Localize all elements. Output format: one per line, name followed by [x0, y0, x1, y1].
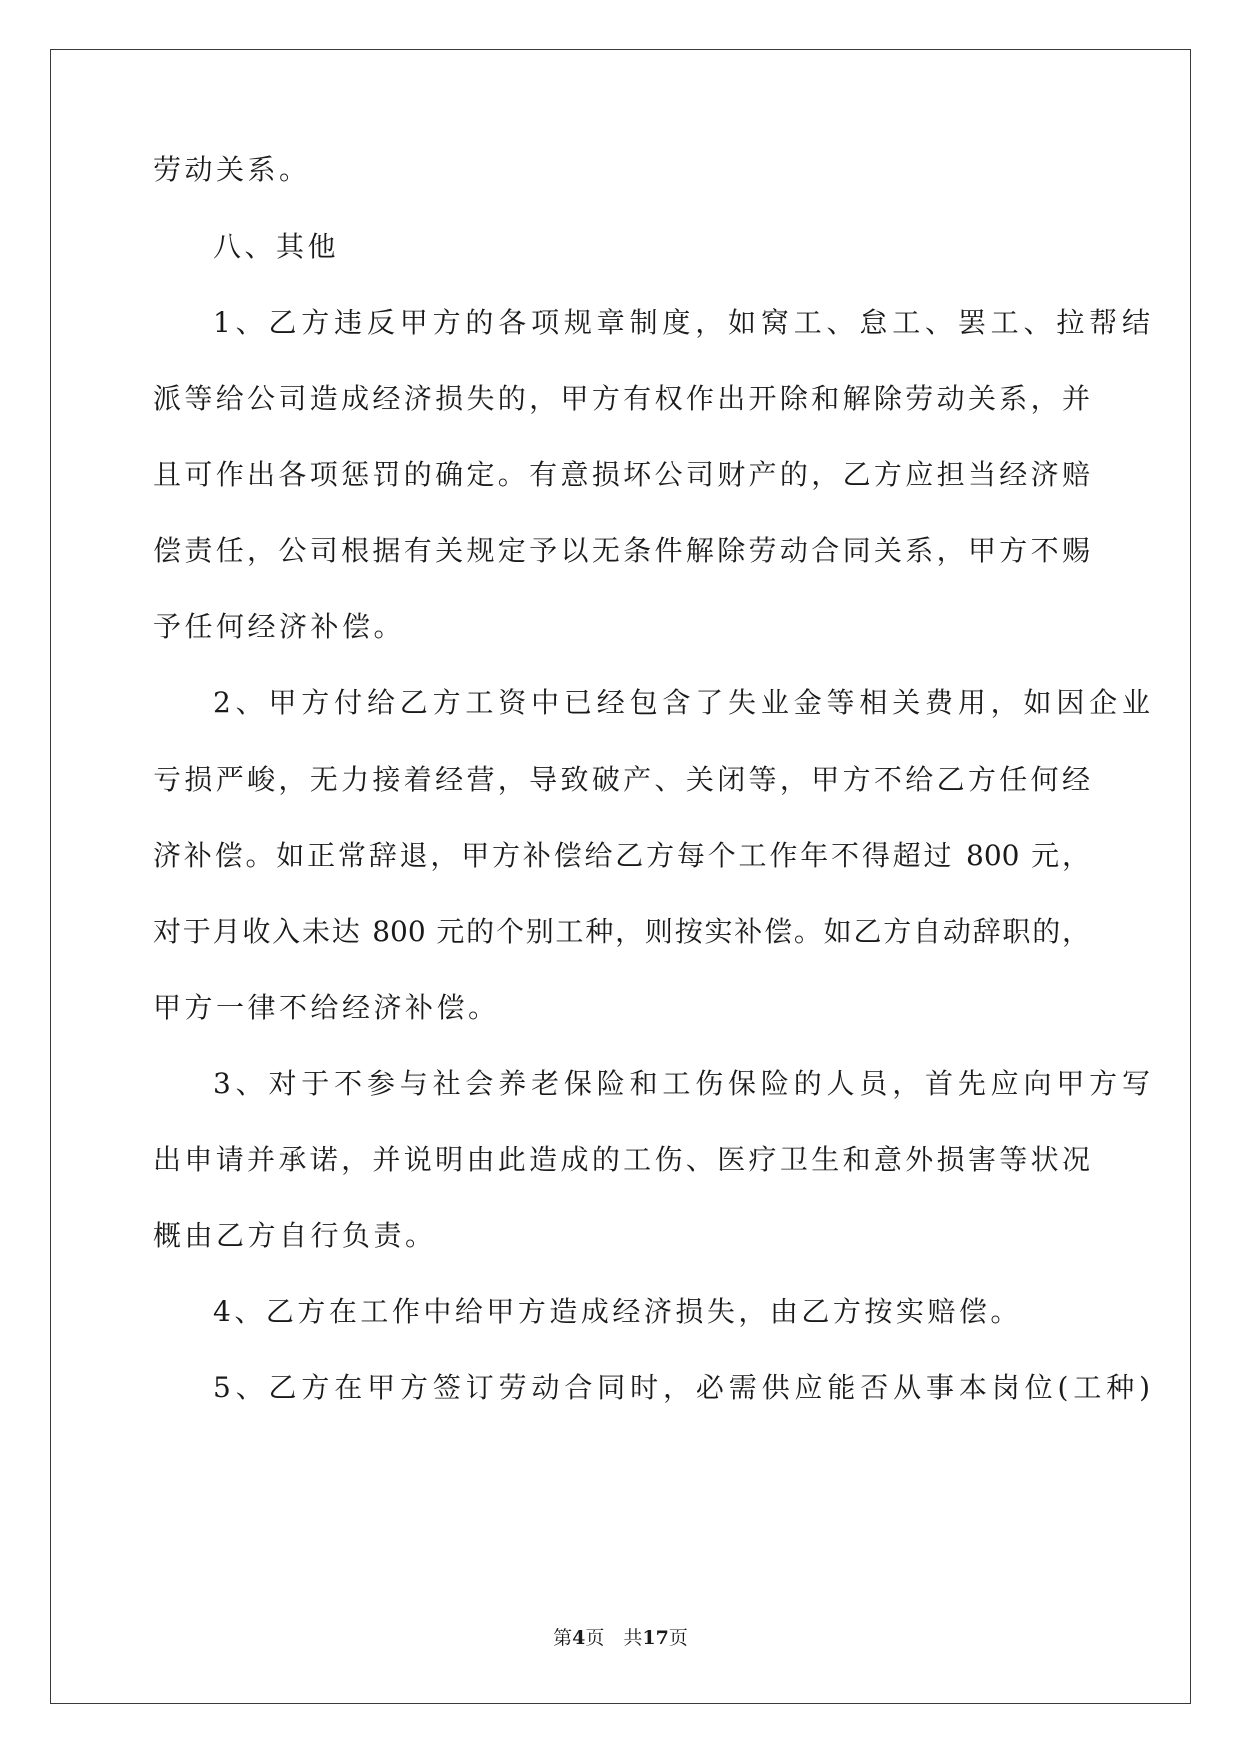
text-line: 予任何经济补偿。	[153, 610, 406, 643]
text-line: 对于月收入未达 800 元的个别工种，则按实补偿。如乙方自动辞职的，	[153, 915, 1090, 948]
total-page-count: 17	[642, 1627, 669, 1649]
text-line: 济补偿。如正常辞退，甲方补偿给乙方每个工作年不得超过 800 元，	[153, 839, 1090, 872]
text-line: 甲方一律不给经济补偿。	[153, 991, 500, 1024]
text-line: 5、乙方在甲方签订劳动合同时，必需供应能否从事本岗位(工种)	[213, 1371, 1150, 1404]
text-line: 概由乙方自行负责。	[153, 1219, 437, 1252]
text-line: 1、乙方违反甲方的各项规章制度，如窝工、怠工、罢工、拉帮结	[213, 306, 1150, 339]
section-heading: 八、其他	[213, 230, 340, 263]
text-line: 派等给公司造成经济损失的，甲方有权作出开除和解除劳动关系，并	[153, 382, 1090, 415]
text-line: 3、对于不参与社会养老保险和工伤保险的人员，首先应向甲方写	[213, 1067, 1150, 1100]
text-line: 2、甲方付给乙方工资中已经包含了失业金等相关费用，如因企业	[213, 686, 1150, 719]
text-line: 亏损严峻，无力接着经营，导致破产、关闭等，甲方不给乙方任何经	[153, 763, 1090, 796]
footer-prefix: 第	[553, 1627, 573, 1649]
text-line: 出申请并承诺，并说明由此造成的工伤、医疗卫生和意外损害等状况	[153, 1143, 1090, 1176]
page-border	[50, 49, 1191, 1704]
text-line: 且可作出各项惩罚的确定。有意损坏公司财产的，乙方应担当经济赔	[153, 458, 1090, 491]
footer-mid: 页 共	[585, 1627, 643, 1649]
current-page-number: 4	[572, 1627, 586, 1649]
text-line: 4、乙方在工作中给甲方造成经济损失，由乙方按实赔偿。	[213, 1295, 1022, 1328]
text-line: 劳动关系。	[153, 153, 311, 186]
footer-suffix: 页	[668, 1627, 688, 1649]
page-footer	[0, 1624, 1241, 1652]
text-line: 偿责任，公司根据有关规定予以无条件解除劳动合同关系，甲方不赐	[153, 534, 1090, 567]
